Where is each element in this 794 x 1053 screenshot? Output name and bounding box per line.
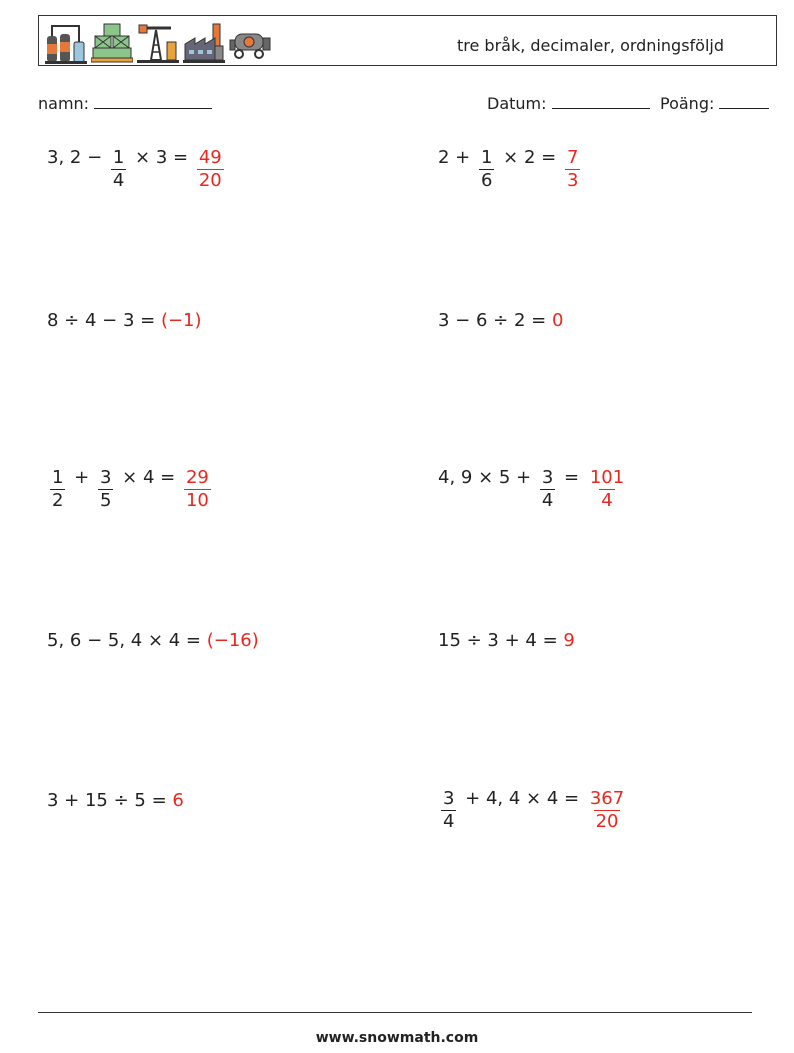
- problem-9: [47, 790, 184, 811]
- problem-1: [47, 147, 227, 190]
- problem-6: [438, 467, 629, 510]
- fraction-numerator: 367: [589, 788, 625, 809]
- score-blank[interactable]: [719, 94, 769, 109]
- expression-text: +: [68, 467, 95, 488]
- header-box: [38, 15, 777, 66]
- date-blank[interactable]: [552, 94, 650, 109]
- date-label: Datum:: [487, 94, 547, 113]
- problem-answer: [563, 630, 574, 651]
- fraction-numerator: 1: [480, 147, 493, 168]
- problem-7: [47, 630, 259, 651]
- problem-answer: [181, 467, 214, 510]
- factory-icon: [183, 20, 225, 64]
- expression-text: =: [558, 467, 585, 488]
- fraction-numerator: 3: [443, 788, 455, 809]
- fraction: [540, 469, 555, 510]
- fraction-denominator: 5: [99, 490, 112, 511]
- header-icons: [45, 20, 271, 64]
- expression-text: (−1): [160, 310, 202, 331]
- name-label: namn:: [38, 94, 90, 113]
- fraction-numerator: 29: [185, 467, 209, 488]
- fraction: [197, 149, 224, 190]
- problem-expression: [438, 788, 585, 831]
- tanker-truck-icon: [229, 20, 271, 64]
- fraction-denominator: 3: [566, 170, 579, 191]
- fraction-numerator: 101: [589, 467, 625, 488]
- problem-answer: [172, 790, 183, 811]
- problem-expression: [47, 630, 207, 651]
- expression-text: 3 − 6 ÷ 2 =: [438, 310, 552, 331]
- problem-answer: [207, 630, 259, 651]
- fraction-denominator: 2: [52, 490, 64, 511]
- problem-expression: [47, 467, 181, 510]
- fraction-numerator: 3: [541, 467, 554, 488]
- problem-expression: [47, 147, 194, 190]
- problem-8: [438, 630, 575, 651]
- score-field[interactable]: [660, 94, 769, 113]
- expression-text: 4, 9 × 5 +: [438, 467, 537, 488]
- expression-text: × 4 =: [116, 467, 181, 488]
- fraction-numerator: 3: [99, 467, 112, 488]
- fraction-denominator: 6: [480, 170, 493, 191]
- expression-text: + 4, 4 × 4 =: [459, 788, 585, 809]
- problem-answer: [194, 147, 227, 190]
- date-field[interactable]: [487, 94, 650, 113]
- expression-text: 5, 6 − 5, 4 × 4 =: [47, 630, 207, 651]
- fraction-numerator: 1: [52, 467, 64, 488]
- oil-pump-icon: [137, 20, 179, 64]
- footer-url[interactable]: www.snowmath.com: [315, 1030, 479, 1046]
- fraction-denominator: 4: [443, 811, 455, 832]
- fraction-denominator: 4: [112, 170, 125, 191]
- problem-4: [438, 310, 563, 331]
- problem-answer: [585, 788, 629, 831]
- problem-answer: [552, 310, 563, 331]
- expression-text: 3, 2 −: [47, 147, 108, 168]
- name-field[interactable]: [38, 94, 212, 113]
- problem-5: [47, 467, 214, 510]
- fraction: [98, 469, 113, 510]
- problem-expression: [438, 147, 562, 190]
- expression-text: × 2 =: [497, 147, 562, 168]
- fraction-denominator: 4: [541, 490, 554, 511]
- name-blank[interactable]: [94, 94, 212, 109]
- fraction-numerator: 1: [112, 147, 125, 168]
- expression-text: (−16): [206, 630, 259, 651]
- expression-text: 6: [172, 790, 184, 811]
- problem-answer: [161, 310, 202, 331]
- fraction-denominator: 4: [601, 490, 613, 511]
- fraction: [50, 469, 65, 510]
- problem-10: [438, 788, 629, 831]
- problem-expression: [438, 310, 552, 331]
- expression-text: 3 + 15 ÷ 5 =: [47, 790, 173, 811]
- footer-divider: [38, 1012, 752, 1013]
- problem-expression: [47, 310, 161, 331]
- gas-cylinders-icon: [45, 20, 87, 64]
- problem-expression: [438, 630, 563, 651]
- problem-expression: [47, 790, 172, 811]
- crates-icon: [91, 20, 133, 64]
- fraction: [441, 790, 456, 831]
- problem-3: [47, 310, 202, 331]
- worksheet-title: tre bråk, decimaler, ordningsföljd: [456, 36, 724, 55]
- fraction: [565, 149, 580, 190]
- fraction: [588, 469, 626, 510]
- fraction: [184, 469, 211, 510]
- expression-text: 2 +: [438, 147, 476, 168]
- problem-2: [438, 147, 583, 190]
- score-label: Poäng:: [660, 94, 715, 113]
- expression-text: 8 ÷ 4 − 3 =: [47, 310, 161, 331]
- fraction-denominator: 20: [595, 811, 619, 832]
- expression-text: 9: [563, 630, 575, 651]
- expression-text: 0: [551, 310, 564, 331]
- fraction-denominator: 10: [185, 490, 209, 511]
- fraction: [479, 149, 494, 190]
- expression-text: 15 ÷ 3 + 4 =: [438, 630, 564, 651]
- problem-answer: [562, 147, 583, 190]
- problem-answer: [585, 467, 629, 510]
- fraction: [111, 149, 126, 190]
- problem-expression: [438, 467, 585, 510]
- expression-text: × 3 =: [129, 147, 194, 168]
- fraction-numerator: 49: [198, 147, 222, 168]
- fraction-numerator: 7: [566, 147, 579, 168]
- fraction-denominator: 20: [198, 170, 222, 191]
- fraction: [588, 790, 626, 831]
